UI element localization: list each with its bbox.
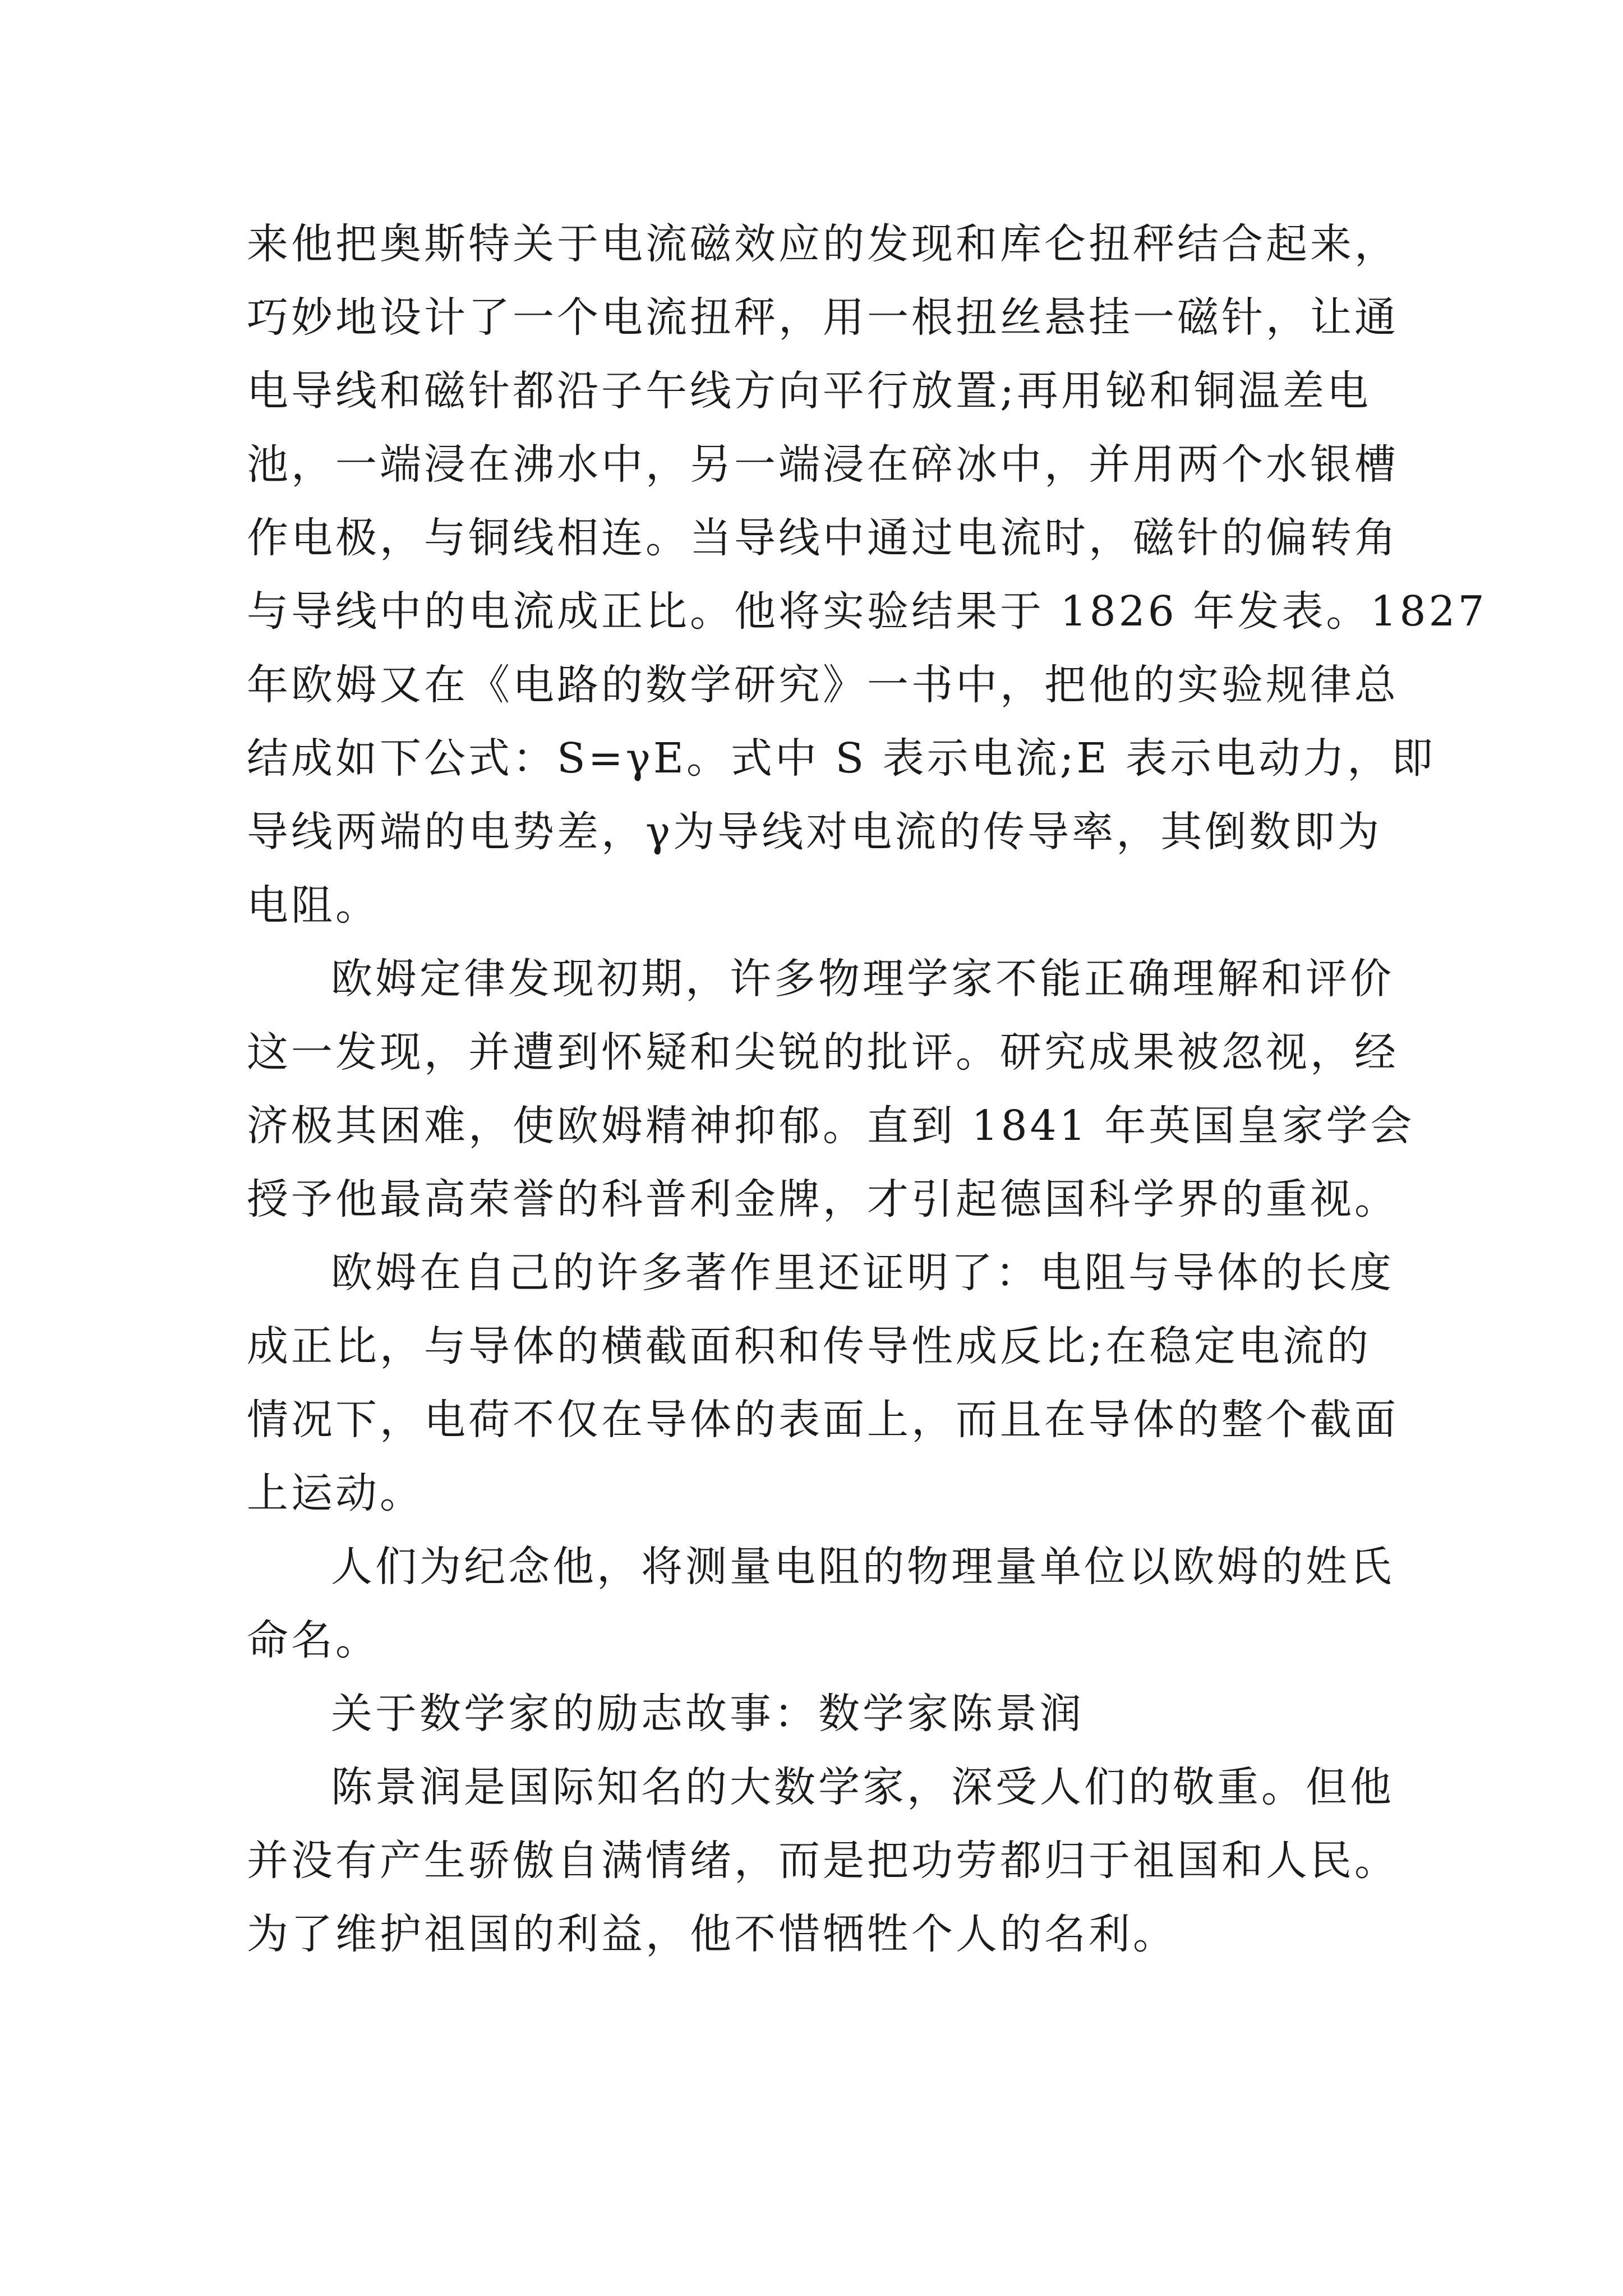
text-line: 关于数学家的励志故事：数学家陈景润 bbox=[331, 1690, 1084, 1738]
text-line: 为了维护祖国的利益，他不惜牺牲个人的名利。 bbox=[247, 1910, 1177, 1958]
text-line: 成正比，与导体的横截面积和传导性成反比;在稳定电流的 bbox=[247, 1322, 1371, 1370]
text-line: 电导线和磁针都沿子午线方向平行放置;再用铋和铜温差电 bbox=[247, 367, 1371, 415]
text-line: 作电极，与铜线相连。当导线中通过电流时，磁针的偏转角 bbox=[247, 514, 1399, 562]
text-line: 年欧姆又在《电路的数学研究》一书中，把他的实验规律总 bbox=[247, 661, 1399, 709]
text-line: 池，一端浸在沸水中，另一端浸在碎冰中，并用两个水银槽 bbox=[247, 440, 1399, 489]
text-line: 这一发现，并遭到怀疑和尖锐的批评。研究成果被忽视，经 bbox=[247, 1028, 1399, 1076]
text-line: 陈景润是国际知名的大数学家，深受人们的敬重。但他 bbox=[331, 1763, 1394, 1811]
text-line: 济极其困难，使欧姆精神抑郁。直到 1841 年英国皇家学会 bbox=[247, 1102, 1415, 1150]
text-line: 欧姆在自己的许多著作里还证明了：电阻与导体的长度 bbox=[331, 1249, 1394, 1297]
text-line: 情况下，电荷不仅在导体的表面上，而且在导体的整个截面 bbox=[247, 1396, 1399, 1444]
text-line: 授予他最高荣誉的科普利金牌，才引起德国科学界的重视。 bbox=[247, 1175, 1399, 1223]
text-line: 来他把奥斯特关于电流磁效应的发现和库仑扭秤结合起来， bbox=[247, 220, 1399, 268]
text-line: 人们为纪念他，将测量电阻的物理量单位以欧姆的姓氏 bbox=[331, 1543, 1394, 1591]
text-line: 与导线中的电流成正比。他将实验结果于 1826 年发表。1827 bbox=[247, 587, 1487, 636]
text-line: 导线两端的电势差，γ为导线对电流的传导率，其倒数即为 bbox=[247, 808, 1382, 856]
body-text bbox=[247, 208, 1487, 1971]
text-line: 电阻。 bbox=[247, 881, 380, 930]
text-line: 命名。 bbox=[247, 1616, 380, 1664]
text-line: 欧姆定律发现初期，许多物理学家不能正确理解和评价 bbox=[331, 955, 1394, 1003]
text-line: 结成如下公式：S=γE。式中 S 表示电流;E 表示电动力，即 bbox=[247, 734, 1436, 783]
text-line: 上运动。 bbox=[247, 1469, 424, 1517]
text-line: 巧妙地设计了一个电流扭秤，用一根扭丝悬挂一磁针，让通 bbox=[247, 293, 1399, 342]
text-line: 并没有产生骄傲自满情绪，而是把功劳都归于祖国和人民。 bbox=[247, 1837, 1399, 1885]
